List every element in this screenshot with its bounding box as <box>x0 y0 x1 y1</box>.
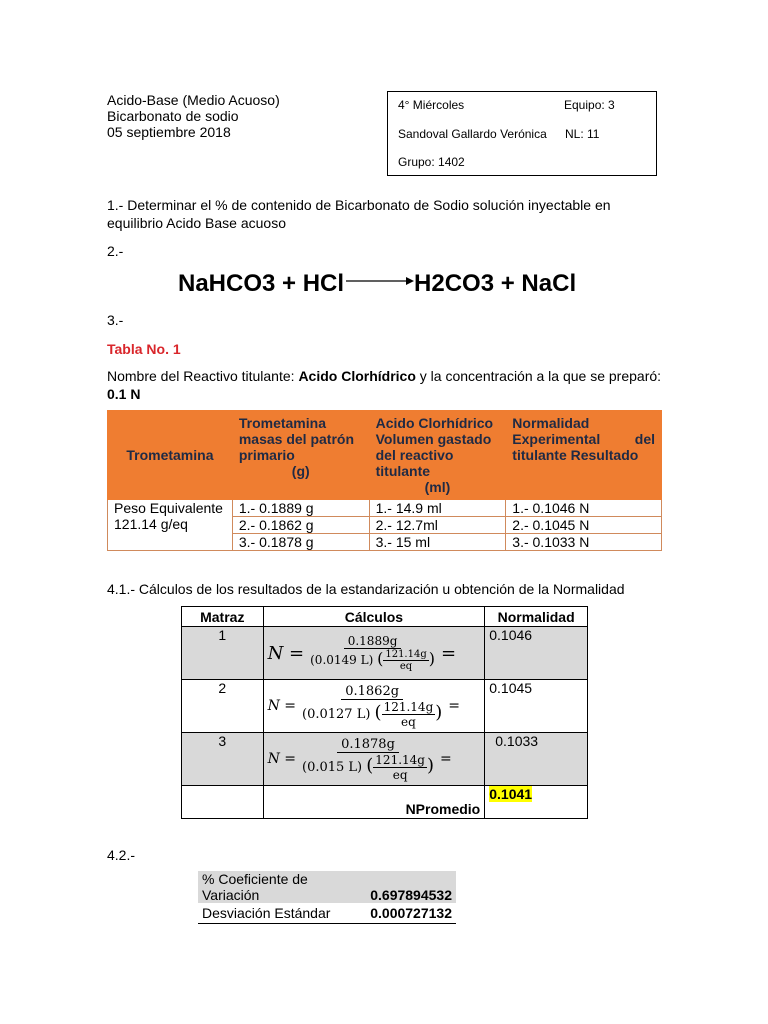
header-normalidad: Normalidad <box>485 607 588 627</box>
matraz-cell: 2 <box>182 680 264 733</box>
reagent-name: Acido Clorhídrico <box>298 368 416 384</box>
volume-cell: 1.- 14.9 ml <box>369 500 506 517</box>
formula-cell <box>263 733 485 786</box>
header-line-2: Bicarbonato de sodio <box>107 108 239 124</box>
table-row <box>108 500 662 517</box>
table-row <box>182 733 588 786</box>
team-label: Equipo: 3 <box>564 98 615 112</box>
table-row <box>182 627 588 680</box>
item-4-1-text: 4.1.- Cálculos de los resultados de la estandarización u obtención de la Normalidad <box>107 581 625 597</box>
header-normality: Normalidad Experimental del titulante Resultado <box>506 411 662 500</box>
table-1-title: Tabla No. 1 <box>107 341 181 357</box>
cv-row <box>198 871 456 903</box>
average-row <box>182 786 588 819</box>
mass-cell: 3.- 0.1878 g <box>232 534 369 551</box>
normality-value: 0.1046 <box>485 627 588 680</box>
normality-cell: 1.- 0.1046 N <box>506 500 662 517</box>
sd-row <box>198 903 456 924</box>
normality-cell: 3.- 0.1033 N <box>506 534 662 551</box>
chemical-equation <box>178 270 576 298</box>
formula-cell <box>263 627 485 680</box>
item-4-2-label: 4.2.- <box>107 847 136 863</box>
statistics-table <box>198 871 456 924</box>
cv-label: % Coeficiente de Variación <box>202 871 308 903</box>
normality-cell: 2.- 0.1045 N <box>506 517 662 534</box>
standardization-table <box>107 410 662 551</box>
matraz-cell: 1 <box>182 627 264 680</box>
normality-value: 0.1045 <box>485 680 588 733</box>
group-label: Grupo: 1402 <box>398 155 465 169</box>
calculations-table <box>181 606 588 819</box>
reagent-line <box>107 367 667 403</box>
header-matraz: Matraz <box>182 607 264 627</box>
equivalent-weight-cell: Peso Equivalente 121.14 g/eq <box>108 500 233 551</box>
day-label: 4° Miércoles <box>398 98 465 112</box>
equation-reactants: NaHCO3 + HCl <box>178 270 345 297</box>
matraz-cell: 3 <box>182 733 264 786</box>
table-2-header-row <box>182 607 588 627</box>
equation-products: H2CO3 + NaCl <box>414 270 577 297</box>
sd-label: Desviación Estándar <box>202 905 331 921</box>
normality-formula: N = 0.1878g (0.015 L) ( $\frac{121.14g}{eq}$ ) = <box>267 736 452 782</box>
normality-value: 0.1033 <box>485 733 588 786</box>
reagent-mid: y la concentración a la que se preparó: <box>415 368 662 384</box>
average-label: NPromedio <box>263 786 485 819</box>
student-name: Sandoval Gallardo Verónica <box>398 127 547 141</box>
cv-value: 0.697894532 <box>370 887 452 903</box>
table-row <box>182 680 588 733</box>
document-header <box>107 92 280 140</box>
reagent-prefix: Nombre del Reactivo titulante: <box>107 368 299 384</box>
header-line-1: Acido-Base (Medio Acuoso) <box>107 92 280 108</box>
volume-cell: 2.- 12.7ml <box>369 517 506 534</box>
table-1-header-row <box>108 411 662 500</box>
reaction-arrow-icon <box>344 269 414 293</box>
volume-cell: 3.- 15 ml <box>369 534 506 551</box>
normality-formula: N = 0.1889g (0.0149 L) ( $\frac{121.14g}{eq}$ ) = <box>267 634 457 672</box>
mass-cell: 1.- 0.1889 g <box>232 500 369 517</box>
header-calculos: Cálculos <box>263 607 485 627</box>
reagent-concentration: 0.1 N <box>107 386 141 402</box>
item-2-label: 2.- <box>107 243 124 259</box>
formula-cell <box>263 680 485 733</box>
header-masses: Trometamina masas del patrón primario (g) <box>232 411 369 500</box>
normality-formula: N = 0.1862g (0.0127 L) ( $\frac{121.14g}{eq}$ ) = <box>267 683 461 729</box>
average-value: 0.1041 <box>489 786 533 802</box>
item-1-text: 1.- Determinar el % de contenido de Bicarbonato de Sodio solución inyectable en equilibrio Acido Base acuoso <box>107 197 611 231</box>
header-line-3: 05 septiembre 2018 <box>107 124 231 140</box>
item-3-label: 3.- <box>107 312 124 328</box>
nl-label: NL: 11 <box>565 127 600 141</box>
mass-cell: 2.- 0.1862 g <box>232 517 369 534</box>
student-info-box <box>387 91 657 176</box>
header-volume: Acido Clorhídrico Volumen gastado del reactivo titulante (ml) <box>369 411 506 500</box>
header-trometamina: Trometamina <box>108 411 233 500</box>
sd-value: 0.000727132 <box>370 905 452 921</box>
